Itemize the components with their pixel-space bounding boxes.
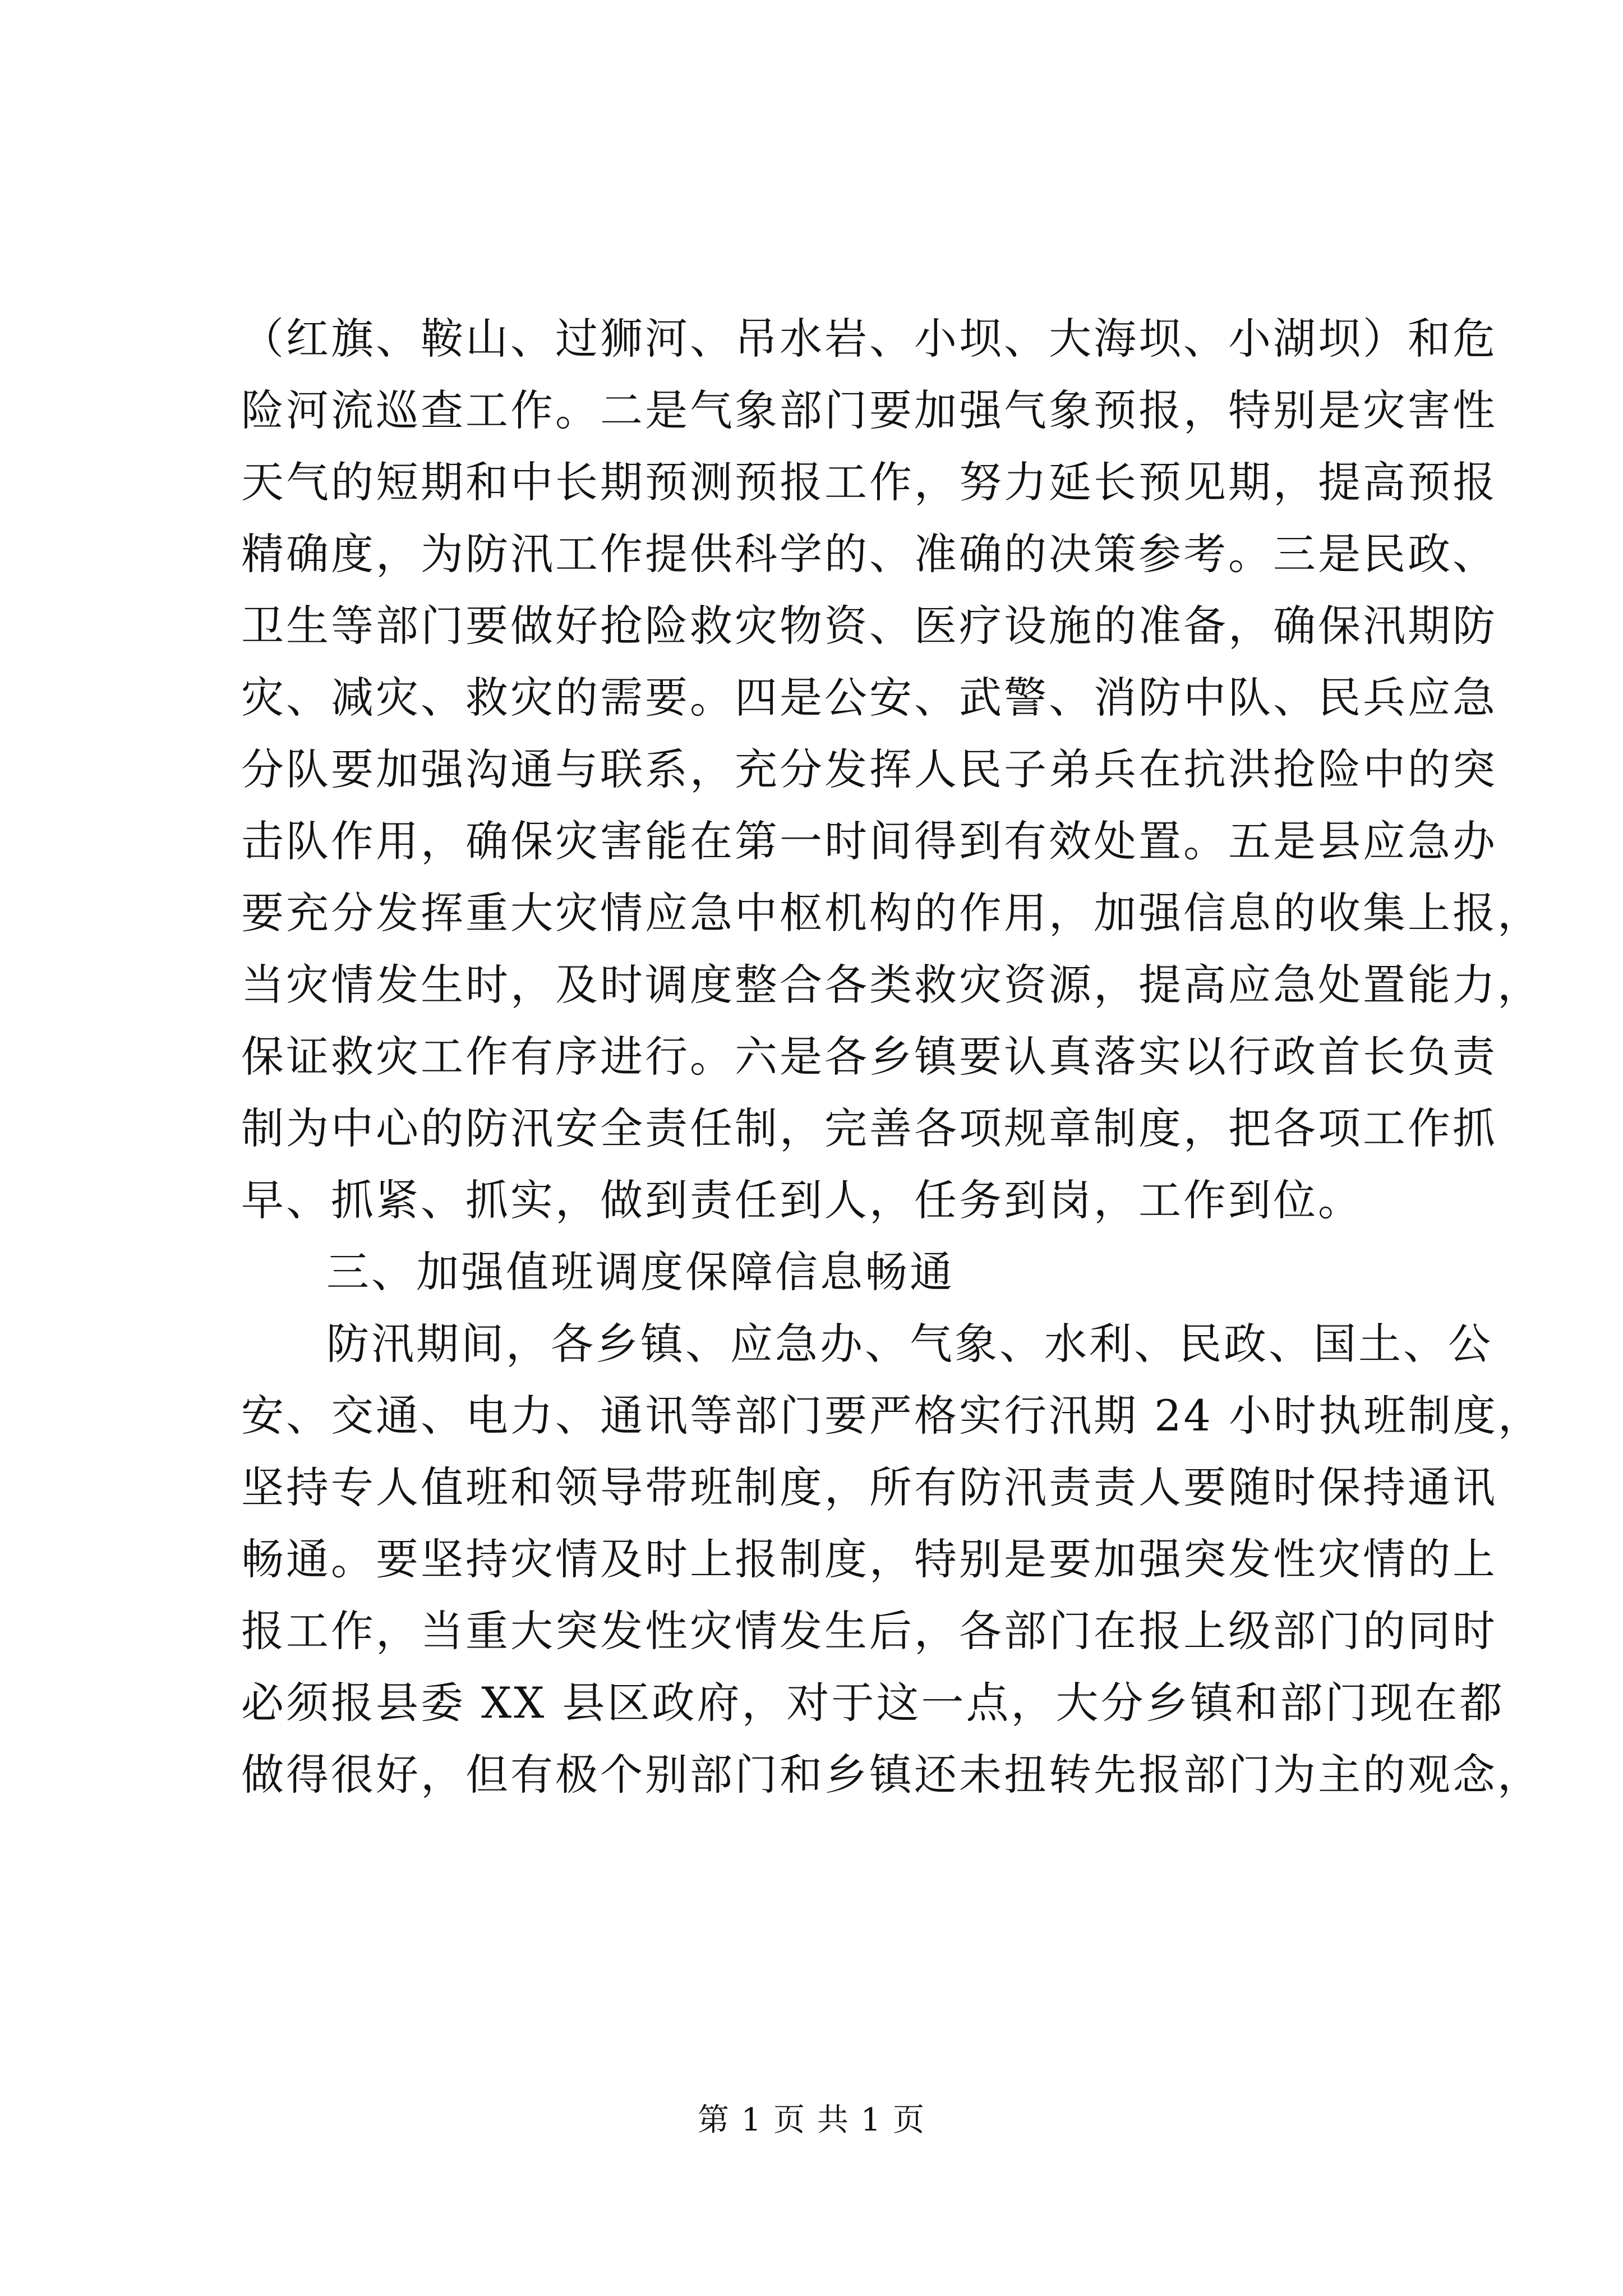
text-line: 要充分发挥重大灾情应急中枢机构的作用，加强信息的收集上报， [241,888,1542,938]
text-line: 天气的短期和中长期预测预报工作，努力延长预见期，提高预报 [241,457,1497,507]
text-line: 当灾情发生时，及时调度整合各类救灾资源，提高应急处置能力， [241,960,1542,1010]
text-line: 早、抓紧、抓实，做到责任到人，任务到岗，工作到位。 [241,1175,1363,1225]
text-line: 报工作，当重大突发性灾情发生后，各部门在报上级部门的同时 [241,1606,1497,1656]
text-line: 分队要加强沟通与联系，充分发挥人民子弟兵在抗洪抢险中的突 [241,744,1497,794]
document-body [241,303,1543,1811]
text-line: 保证救灾工作有序进行。六是各乡镇要认真落实以行政首长负责 [241,1032,1497,1082]
text-line: 灾、减灾、救灾的需要。四是公安、武警、消防中队、民兵应急 [241,673,1497,723]
text-line: 做得很好，但有极个别部门和乡镇还未扭转先报部门为主的观念， [241,1750,1542,1800]
text-line: 必须报县委 XX 县区政府，对于这一点，大分乡镇和部门现在都 [241,1678,1505,1728]
text-line: 坚持专人值班和领导带班制度，所有防汛责责人要随时保持通讯 [241,1462,1497,1512]
text-line: 击队作用，确保灾害能在第一时间得到有效处置。五是县应急办 [241,816,1497,866]
text-line: 畅通。要坚持灾情及时上报制度，特别是要加强突发性灾情的上 [241,1534,1497,1584]
text-line: 卫生等部门要做好抢险救灾物资、医疗设施的准备，确保汛期防 [241,601,1497,651]
text-line: 安、交通、电力、通讯等部门要严格实行汛期 24 小时执班制度， [241,1391,1543,1441]
text-line: 精确度，为防汛工作提供科学的、准确的决策参考。三是民政、 [241,529,1497,579]
text-line: 防汛期间，各乡镇、应急办、气象、水利、民政、国土、公 [326,1319,1493,1369]
text-line: （红旗、鞍山、过狮河、吊水岩、小坝、大海坝、小湖坝）和危 [241,314,1497,364]
text-line: 制为中心的防汛安全责任制，完善各项规章制度，把各项工作抓 [241,1103,1497,1153]
page-footer [0,2101,1623,2140]
section-heading: 三、加强值班调度保障信息畅通 [326,1247,955,1297]
text-line: 险河流巡查工作。二是气象部门要加强气象预报，特别是灾害性 [241,385,1497,435]
page-number: 第 1 页 共 1 页 [697,2102,926,2138]
